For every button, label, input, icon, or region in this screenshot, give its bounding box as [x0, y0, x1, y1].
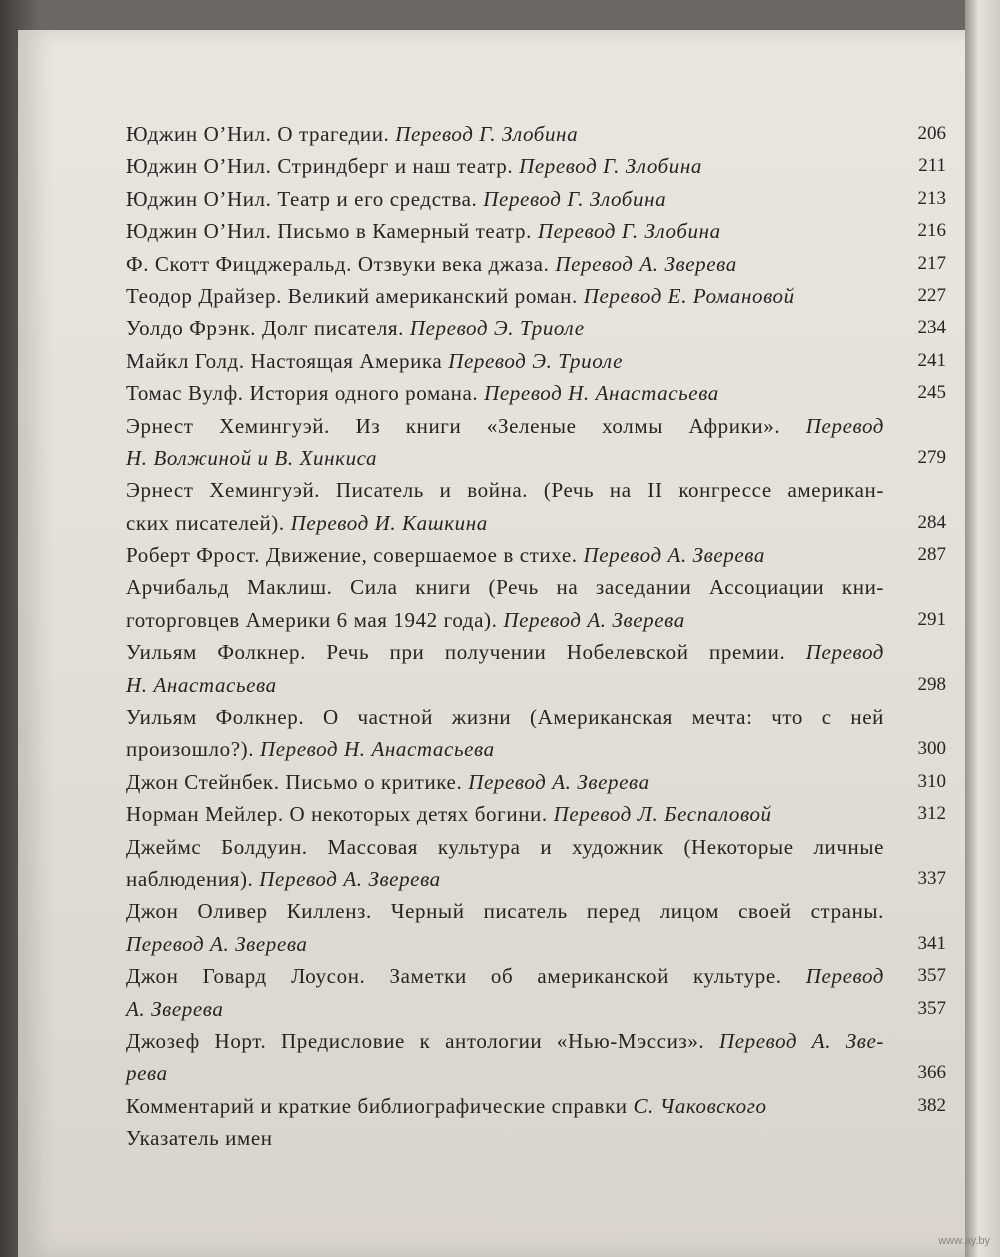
toc-entry-translator: Перевод А. Зве- — [718, 1028, 884, 1053]
toc-entry-line — [126, 377, 946, 409]
toc-entry-line — [126, 118, 946, 150]
toc-entry-line — [126, 183, 946, 215]
toc-entry-line — [126, 701, 946, 733]
toc-entry-translator: Перевод А. Зверева — [259, 866, 441, 891]
toc-entry-text — [126, 316, 585, 340]
toc-page-number: 217 — [917, 252, 946, 274]
toc-entry-text — [126, 802, 772, 826]
toc-entry-text — [126, 381, 719, 405]
toc-entry-text — [126, 673, 277, 697]
toc-entry-title: произошло?). — [126, 737, 255, 762]
toc-entry-title: Джон Говард Лоусон. Заметки об американской культуре. — [126, 964, 782, 989]
toc-page-number: 213 — [917, 187, 946, 209]
toc-entry-translator: Перевод А. Зверева — [555, 251, 737, 276]
toc-entry-line — [126, 507, 946, 539]
toc-entry-line — [126, 1025, 946, 1057]
toc-entry-text — [126, 831, 884, 863]
toc-page-number: 227 — [917, 284, 946, 306]
toc-entry-line — [126, 1090, 946, 1122]
toc-entry-text — [126, 410, 884, 442]
toc-entry-text — [126, 446, 377, 470]
toc-entry-translator: Перевод Л. Беспаловой — [553, 802, 772, 827]
toc-entry-line — [126, 604, 946, 636]
toc-entry-translator: Перевод И. Кашкина — [290, 510, 488, 535]
toc-entry-translator: Перевод А. Зверева — [126, 931, 308, 956]
toc-page-number: 366 — [917, 1062, 946, 1084]
toc-entry-title: Джон Оливер Килленз. Черный писатель перед лицом своей страны. — [126, 899, 884, 924]
toc-entry-line — [126, 539, 946, 571]
toc-entry-title: наблюдения). — [126, 866, 254, 891]
toc-page-number: 241 — [917, 349, 946, 371]
toc-entry-text — [126, 1061, 168, 1085]
toc-entry-text — [126, 701, 884, 733]
toc-entry-text — [126, 543, 765, 567]
toc-entry-translator: Перевод — [805, 640, 884, 665]
toc-entry-text — [126, 511, 488, 535]
toc-page-number: 310 — [917, 770, 946, 792]
toc-entry-line — [126, 248, 946, 280]
toc-entry-line — [126, 410, 946, 442]
toc-entry-title: Томас Вулф. История одного романа. — [126, 381, 479, 406]
toc-page-number: 357 — [917, 965, 946, 987]
toc-page-number: 300 — [917, 738, 946, 760]
toc-entry-title: Юджин О’Нил. Театр и его средства. — [126, 186, 478, 211]
toc-entry-text — [126, 571, 884, 603]
toc-entry-translator: Перевод Г. Злобина — [519, 154, 703, 179]
toc-entry-text — [126, 252, 737, 276]
toc-entry-line — [126, 993, 946, 1025]
toc-page-number: 382 — [917, 1094, 946, 1116]
toc-entry-translator: С. Чаковского — [633, 1093, 767, 1118]
toc-entry-text — [126, 932, 308, 956]
toc-entry-translator: Перевод Г. Злобина — [483, 186, 667, 211]
toc-entry-line — [126, 1057, 946, 1089]
toc-entry-title: Роберт Фрост. Движение, совершаемое в стихе. — [126, 543, 578, 568]
toc-entry-line — [126, 474, 946, 506]
toc-entry-title: Джозеф Норт. Предисловие к антологии «Нью-Мэссиз». — [126, 1028, 705, 1053]
toc-entry-title: Юджин О’Нил. Стриндберг и наш театр. — [126, 154, 514, 179]
toc-entry-title: готорговцев Америки 6 мая 1942 года). — [126, 607, 498, 632]
toc-entry-line — [126, 895, 946, 927]
toc-entry-line — [126, 733, 946, 765]
toc-page-number: 234 — [917, 317, 946, 339]
toc-page-number: 206 — [917, 123, 946, 144]
toc-entry-translator: Перевод Н. Анастасьева — [484, 381, 719, 406]
toc-entry-text — [126, 219, 721, 243]
toc-entry-text — [126, 770, 650, 794]
adjacent-page-edge — [965, 0, 1000, 1257]
toc-entry-text — [126, 737, 495, 761]
toc-entry-title: Норман Мейлер. О некоторых детях богини. — [126, 802, 548, 827]
toc-entry-line — [126, 215, 946, 247]
toc-entry-text — [126, 349, 623, 373]
toc-entry-title: Эрнест Хемингуэй. Писатель и война. (Речь на II конгрессе американ- — [126, 478, 884, 503]
toc-entry-line — [126, 831, 946, 863]
toc-page-number: 287 — [917, 544, 946, 566]
toc-entry-text — [126, 122, 578, 146]
toc-entry-title: Указатель имен — [126, 1126, 273, 1151]
toc-entry-translator: Перевод А. Зверева — [503, 607, 685, 632]
toc-entry-line — [126, 1122, 946, 1154]
toc-entry-title: Теодор Драйзер. Великий американский роман. — [126, 283, 578, 308]
toc-entry-title: Уильям Фолкнер. О частной жизни (Американская мечта: что с ней — [126, 705, 884, 730]
toc-entry-translator: Перевод Э. Триоле — [409, 316, 585, 341]
toc-entry-line — [126, 766, 946, 798]
toc-entry-title: Юджин О’Нил. Письмо в Камерный театр. — [126, 219, 532, 244]
toc-entry-title: Майкл Голд. Настоящая Америка — [126, 348, 443, 373]
toc-entry-text — [126, 187, 666, 211]
toc-entry-line — [126, 150, 946, 182]
toc-entry-title: Уолдо Фрэнк. Долг писателя. — [126, 316, 405, 341]
toc-entry-translator: Перевод А. Зверева — [583, 543, 765, 568]
toc-entry-translator: Н. Волжиной и В. Хинкиса — [126, 445, 378, 470]
toc-entry-line — [126, 312, 946, 344]
toc-page-number: 245 — [917, 382, 946, 404]
toc-entry-text — [126, 895, 884, 927]
toc-entry-text — [126, 474, 884, 506]
toc-entry-line — [126, 669, 946, 701]
toc-page-number: 312 — [917, 803, 946, 825]
toc-entry-line — [126, 280, 946, 312]
toc-page-number: 216 — [917, 220, 946, 242]
toc-entry-title: Уильям Фолкнер. Речь при получении Нобелевской премии. — [126, 640, 786, 665]
toc-entry-translator: Перевод Э. Триоле — [448, 348, 624, 373]
toc-entry-line — [126, 960, 946, 992]
toc-entry-text — [126, 1126, 273, 1150]
toc-entry-translator: Перевод Г. Злобина — [537, 219, 721, 244]
toc-entry-text — [126, 1025, 884, 1057]
toc-entry-line — [126, 863, 946, 895]
toc-entry-text — [126, 154, 702, 178]
toc-entry-translator: рева — [126, 1061, 168, 1086]
toc-entry-translator: Перевод Н. Анастасьева — [259, 737, 495, 762]
toc-entry-title: Комментарий и краткие библиографические справки — [126, 1093, 628, 1118]
watermark: www.ay.by — [938, 1235, 990, 1247]
toc-page-number: 337 — [917, 867, 946, 889]
table-of-contents — [126, 118, 946, 1155]
toc-entry-translator: Н. Анастасьева — [126, 672, 277, 697]
toc-page-number: 341 — [917, 932, 946, 954]
toc-entry-title: Ф. Скотт Фицджеральд. Отзвуки века джаза. — [126, 251, 550, 276]
toc-entry-title: Джеймс Болдуин. Массовая культура и художник (Некоторые личные — [126, 834, 884, 859]
toc-entry-line — [126, 571, 946, 603]
toc-entry-translator: Перевод А. Зверева — [468, 769, 650, 794]
toc-entry-translator: Перевод — [805, 964, 884, 989]
toc-entry-text — [126, 636, 884, 668]
toc-entry-text — [126, 608, 685, 632]
toc-entry-text — [126, 284, 795, 308]
toc-entry-title: Джон Стейнбек. Письмо о критике. — [126, 769, 463, 794]
toc-page-number: 279 — [917, 446, 946, 468]
toc-entry-text — [126, 867, 441, 891]
toc-page-number: 211 — [918, 155, 946, 177]
toc-page-number: 284 — [917, 511, 946, 533]
toc-entry-line — [126, 442, 946, 474]
toc-entry-line — [126, 928, 946, 960]
toc-entry-translator: А. Зверева — [126, 996, 224, 1021]
toc-entry-translator: Перевод Г. Злобина — [395, 122, 579, 146]
toc-entry-text — [126, 997, 223, 1021]
toc-entry-title: Юджин О’Нил. О трагедии. — [126, 122, 390, 146]
toc-entry-line — [126, 798, 946, 830]
toc-entry-text — [126, 1094, 767, 1118]
toc-entry-title: Эрнест Хемингуэй. Из книги «Зеленые холмы Африки». — [126, 413, 781, 438]
toc-page-number: 357 — [917, 997, 946, 1019]
toc-entry-title: Арчибальд Маклиш. Сила книги (Речь на заседании Ассоциации кни- — [126, 575, 884, 600]
toc-entry-line — [126, 345, 946, 377]
toc-entry-translator: Перевод — [805, 413, 884, 438]
toc-page-number: 291 — [917, 608, 946, 630]
toc-entry-title: ских писателей). — [126, 510, 285, 535]
toc-entry-text — [126, 960, 884, 992]
toc-entry-line — [126, 636, 946, 668]
toc-entry-translator: Перевод Е. Романовой — [583, 283, 795, 308]
toc-page-number: 298 — [917, 673, 946, 695]
